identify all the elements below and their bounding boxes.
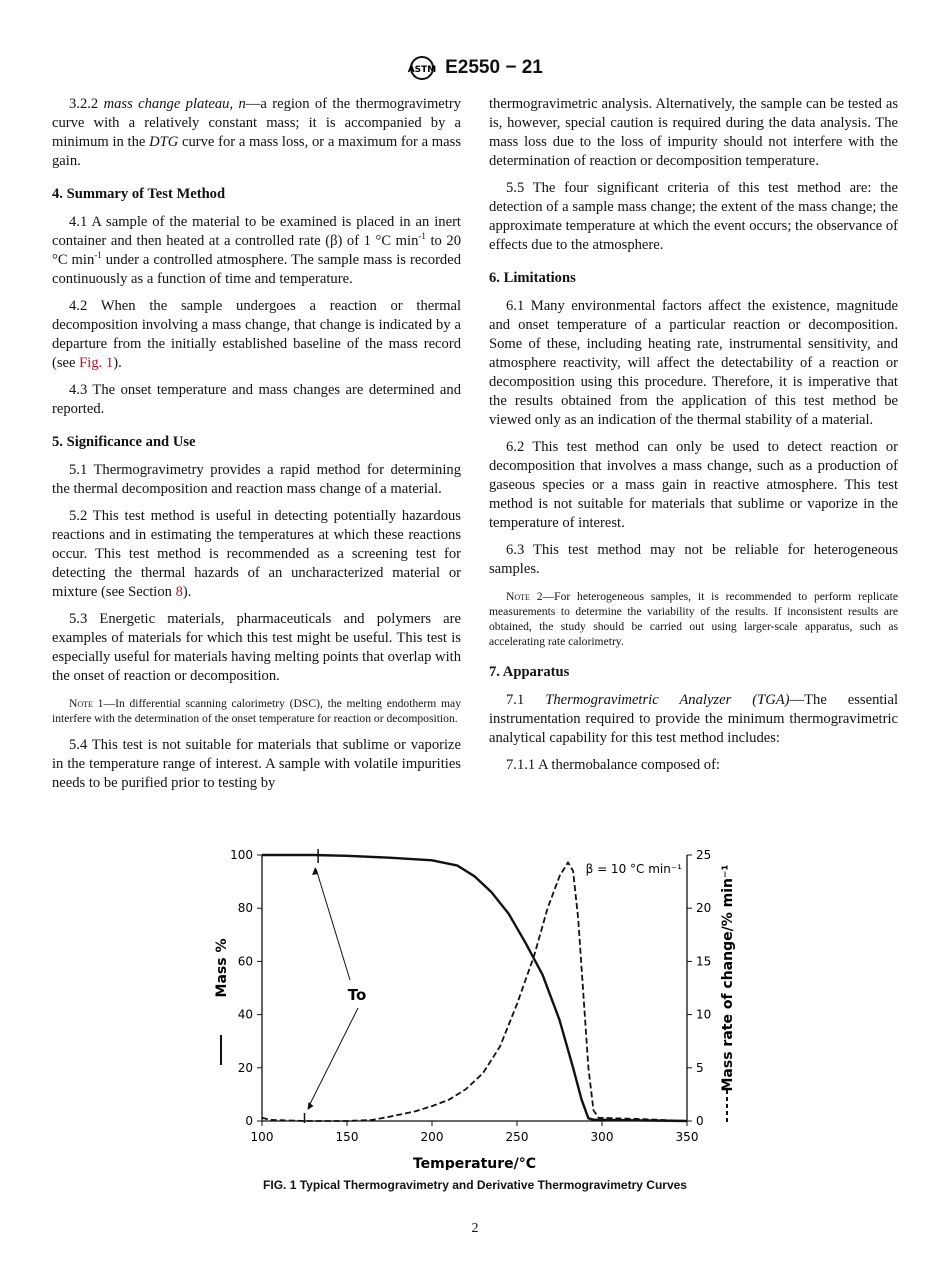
paragraph-5-3: 5.3 Energetic materials, pharmaceuticals and polymers are examples of materials for which this test might be useful. This test is especially useful for materials having melting points that overlap with the onset of reaction or decomposition.	[52, 611, 461, 684]
y-axis-label: Mass %	[214, 938, 230, 998]
y-tick-label: 40	[237, 1007, 253, 1022]
paragraph-4-3: 4.3 The onset temperature and mass changes are determined and reported.	[52, 382, 461, 417]
paragraph-6-1: 6.1 Many environmental factors affect the existence, magnitude and onset temperature of a particular reaction or decomposition. Some of these, including heating rate, instrumental sensitivity, and atmosphere reactivity, will affect the detectability of a reaction or decomposition using this procedure. Therefore, it is imperative that the results obtained from the application of this test method be viewed only as an indication of the thermal stability of a material.	[489, 298, 898, 428]
paragraph-5-1: 5.1 Thermogravimetry provides a rapid method for determining the thermal decomposition and reaction mass change of a material.	[52, 462, 461, 497]
section-heading-5: 5. Significance and Use	[52, 434, 196, 450]
right-column	[489, 95, 898, 783]
y2-tick-label: 10	[696, 1007, 712, 1022]
tga-chart	[200, 840, 760, 1170]
paragraph-3-2-2: 3.2.2 mass change plateau, n—a region of the thermogravimetry curve with a relatively constant mass; it is accompanied by a minimum in the DTG curve for a mass loss, or a maximum for a mass gain.	[52, 96, 461, 169]
heating-rate-annotation: β = 10 °C min⁻¹	[585, 862, 682, 876]
paragraph-5-2: 5.2 This test method is useful in detecting potentially hazardous reactions and in estimating the temperatures at which these reactions occur. This test method is recommended as a screening test for detecting the thermal hazards of an uncharacterized material or mixture (see Section 8).	[52, 508, 461, 600]
paragraph-6-3: 6.3 This test method may not be reliable for heterogeneous samples.	[489, 542, 898, 577]
section-heading-7: 7. Apparatus	[489, 664, 570, 680]
y-tick-label: 20	[237, 1060, 253, 1075]
y2-tick-label: 0	[696, 1114, 704, 1128]
page-header	[0, 56, 950, 80]
onset-arrow-lower	[309, 1008, 359, 1107]
x-axis-label: Temperature/°C	[412, 1156, 537, 1170]
section-heading-6: 6. Limitations	[489, 270, 576, 286]
onset-label: To	[347, 986, 367, 1004]
paragraph-5-4-continued: thermogravimetric analysis. Alternatively, the sample can be tested as is, however, special caution is required during the data analysis. The mass loss due to the loss of impurity should not interfere with the determination of reaction or decomposition temperature.	[489, 96, 898, 169]
x-tick-label: 150	[335, 1130, 359, 1144]
page-number: 2	[471, 1221, 479, 1236]
x-tick-label: 200	[420, 1130, 444, 1144]
svg-text:ASTM: ASTM	[407, 65, 437, 75]
figure-caption: FIG. 1 Typical Thermogravimetry and Derivative Thermogravimetry Curves	[263, 1178, 687, 1192]
x-tick-label: 100	[250, 1130, 274, 1144]
section-heading-4: 4. Summary of Test Method	[52, 186, 226, 202]
y2-axis-label: Mass rate of change/% min⁻¹	[720, 864, 736, 1092]
onset-arrow-upper	[316, 869, 350, 980]
paragraph-4-2: 4.2 When the sample undergoes a reaction or thermal decomposition involving a mass change, that change is indicated by a departure from the initially established baseline of the mass record (see Fig. 1).	[52, 298, 461, 371]
section-link[interactable]: 8	[175, 584, 183, 600]
y2-tick-label: 5	[696, 1060, 704, 1075]
paragraph-6-2: 6.2 This test method can only be used to detect reaction or decomposition that involves a mass change, such as a production of gaseous species or a mass gain in reactive atmosphere. This test method is not suitable for materials that sublime or vaporize in the temperature of interest.	[489, 439, 898, 531]
y-tick-label: 0	[245, 1114, 253, 1128]
left-column	[52, 95, 461, 801]
figure-link[interactable]: Fig. 1	[79, 355, 114, 371]
y2-tick-label: 25	[696, 848, 712, 862]
note-2: Note 2—For heterogeneous samples, it is recommended to perform replicate measurements to determine the variability of the results. If inconsistent results are obtained, the study should be carried out using larger-scale apparatus, such as accelerating rate calorimetry.	[489, 590, 898, 648]
astm-logo-icon	[407, 56, 437, 80]
designation: E2550 − 21	[445, 57, 543, 79]
y-tick-label: 100	[230, 848, 253, 862]
y-tick-label: 80	[237, 901, 253, 916]
x-tick-label: 350	[675, 1130, 699, 1144]
note-1: Note 1—In differential scanning calorimetry (DSC), the melting endotherm may interfere with the determination of the onset temperature for reaction or decomposition.	[52, 697, 461, 725]
y2-tick-label: 15	[696, 954, 712, 969]
paragraph-4-1: 4.1 A sample of the material to be examined is placed in an inert container and then heated at a controlled rate (β) of 1 °C $\min^{-1}$ to 20 °C $\min^{-1}$ under a controlled atmosphere. The sample mass is recorded continuously as a function of time and temperature.	[52, 214, 461, 287]
paragraph-7-1: 7.1 Thermogravimetric Analyzer (TGA)—The essential instrumentation required to provide the minimum thermogravimetric analytical capability for this test method includes:	[489, 692, 899, 746]
x-tick-label: 300	[590, 1130, 614, 1144]
paragraph-7-1-1: 7.1.1 A thermobalance composed of:	[506, 757, 720, 773]
y-tick-label: 60	[237, 954, 253, 969]
paragraph-5-4: 5.4 This test is not suitable for materials that sublime or vaporize in the temperature range of interest. A sample with volatile impurities needs to be purified prior to testing by	[52, 737, 461, 791]
paragraph-5-5: 5.5 The four significant criteria of this test method are: the detection of a sample mass change; the extent of the mass change; the approximate temperature at which the event occurs; the observance of effects due to the atmosphere.	[489, 180, 898, 253]
x-tick-label: 250	[505, 1130, 529, 1144]
y2-tick-label: 20	[696, 901, 712, 916]
